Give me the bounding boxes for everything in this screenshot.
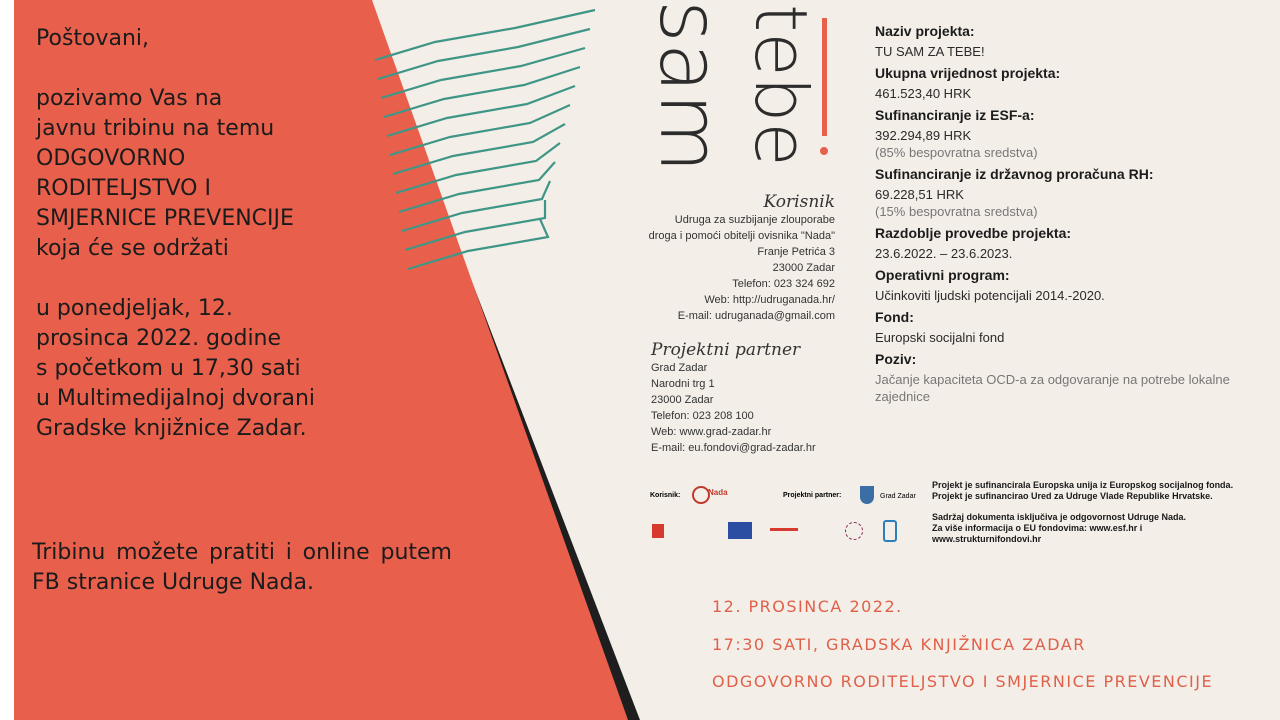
event-topic: ODGOVORNO RODITELJSTVO I SMJERNICE PREVENCIJE [712,672,1214,691]
partner-line: Telefon: 023 208 100 [651,410,754,422]
left-white-strip [0,0,14,720]
label-razdoblje: Razdoblje provedbe projekta: [875,225,1072,241]
invite-line: koja će se održati [36,236,229,261]
value-naziv: TU SAM ZA TEBE! [875,44,985,59]
disclaimer [932,480,1262,545]
value-poziv: Jačanje kapaciteta OCD-a za odgovaranje na potrebe lokalne zajednice [875,372,1230,404]
office-logo-icon [845,522,863,540]
grad-zadar-label: Grad Zadar [880,493,916,500]
greeting: Poštovani, [36,26,150,51]
label-esf: Sufinanciranje iz ESF-a: [875,107,1035,123]
partner-line: Narodni trg 1 [651,378,715,390]
value-fond: Europski socijalni fond [875,330,1005,345]
eu-flag-icon [728,522,752,539]
disclaimer-line: Projekt je sufinancirao Ured za Udruge Vlade Republike Hrvatske. [932,491,1213,501]
value-esf: 392.294,89 HRK [875,128,972,143]
label-program: Operativni program: [875,267,1010,283]
logos-partner-label: Projektni partner: [783,492,842,499]
event-time-place: 17:30 SATI, GRADSKA KNJIŽNICA ZADAR [712,635,1086,654]
korisnik-line: Web: http://udruganada.hr/ [704,294,835,306]
event-date: 12. PROSINCA 2022. [712,597,903,616]
date-line: s početkom u 17,30 sati [36,356,301,381]
invite-line: RODITELJSTVO I [36,176,211,201]
partner-line: 23000 Zadar [651,394,714,406]
invitation-text [36,24,456,444]
vertical-word-sam: sam [641,0,736,173]
disclaimer-line: www.strukturnifondovi.hr [932,534,1042,544]
partner-block [651,340,851,456]
online-note: Tribinu možete pratiti i online putem FB stranice Udruge Nada. [32,540,452,595]
croatia-crest-icon [652,524,664,538]
korisnik-block [640,192,835,324]
korisnik-line: Franje Petrića 3 [757,246,835,258]
nzcd-logo-icon [883,520,897,542]
value-razdoblje: 23.6.2022. – 23.6.2023. [875,246,1013,261]
label-naziv: Naziv projekta: [875,23,975,39]
sub-rh: (15% bespovratna sredstva) [875,204,1038,219]
logos-strip [650,480,930,555]
korisnik-line: E-mail: udruganada@gmail.com [677,310,835,322]
date-line: u ponedjeljak, 12. [36,296,233,321]
invite-line: pozivamo Vas na [36,86,223,111]
label-poziv: Poziv: [875,351,917,367]
korisnik-line: Telefon: 023 324 692 [732,278,835,290]
label-fond: Fond: [875,309,914,325]
value-rh: 69.228,51 HRK [875,187,964,202]
korisnik-line: droga i pomoći obitelji ovisnika "Nada" [648,230,835,242]
date-line: Gradske knjižnice Zadar. [36,416,307,441]
disclaimer-line: Projekt je sufinancirala Europska unija iz Europskog socijalnog fonda. [932,480,1234,490]
partner-heading: Projektni partner [651,340,801,360]
korisnik-line: Udruga za suzbijanje zlouporabe [674,214,835,226]
project-info [875,18,1245,405]
nada-logo-text: Nada [708,488,728,497]
disclaimer-line: Za više informacija o EU fondovima: www.esf.hr i [932,523,1143,533]
label-vrijednost: Ukupna vrijednost projekta: [875,65,1061,81]
poster-vertical-title [640,0,830,190]
grad-zadar-crest-icon [860,486,874,504]
value-program: Učinkoviti ljudski potencijali 2014.-2020. [875,288,1105,303]
date-line: prosinca 2022. godine [36,326,282,351]
invite-line: SMJERNICE PREVENCIJE [36,206,294,231]
partner-line: Web: www.grad-zadar.hr [651,426,772,438]
sub-esf: (85% bespovratna sredstva) [875,145,1038,160]
invite-line: javnu tribinu na temu [36,116,275,141]
value-vrijednost: 461.523,40 HRK [875,86,972,101]
korisnik-heading: Korisnik [763,192,835,212]
disclaimer-line: Sadržaj dokumenta isključiva je odgovornost Udruge Nada. [932,512,1187,522]
partner-line: Grad Zadar [651,362,708,374]
partner-line: E-mail: eu.fondovi@grad-zadar.hr [651,442,816,454]
ministry-logo-icon [770,528,798,531]
vertical-word-tebe: tebe [739,4,823,167]
invite-line: ODGOVORNO [36,146,186,171]
label-rh: Sufinanciranje iz državnog proračuna RH: [875,166,1154,182]
logos-korisnik-label: Korisnik: [650,492,681,499]
korisnik-line: 23000 Zadar [772,262,835,274]
date-line: u Multimedijalnoj dvorani [36,386,315,411]
